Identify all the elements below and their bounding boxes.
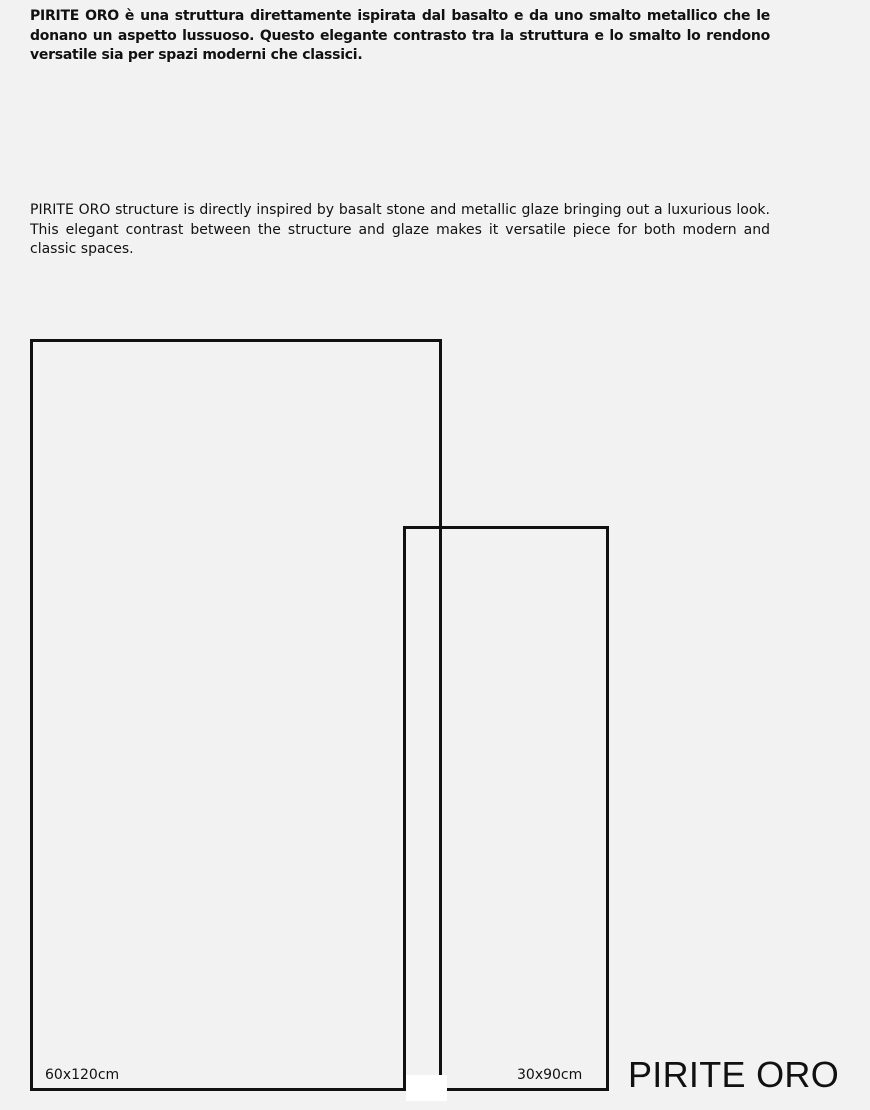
english-description: PIRITE ORO structure is directly inspired by basalt stone and metallic glaze bringing out a luxurious look. This elegant contrast between the structure and glaze makes it versatile piece for both modern and classic spaces.	[30, 202, 770, 257]
format-label-small: 30x90cm	[517, 1067, 583, 1083]
product-name: PIRITE ORO	[628, 1054, 840, 1095]
format-label-large: 60x120cm	[45, 1067, 120, 1083]
tile-format-large-outline	[30, 339, 442, 1091]
tile-format-small-outline	[403, 526, 609, 1091]
italian-description: PIRITE ORO è una struttura direttamente ispirata dal basalto e da uno smalto metallico che le donano un aspetto lussuoso. Questo elegante contrasto tra la struttura e lo smalto lo rendono versatile sia per spazi moderni che classici.	[30, 8, 770, 63]
overlap-gap-mark	[406, 1075, 447, 1101]
